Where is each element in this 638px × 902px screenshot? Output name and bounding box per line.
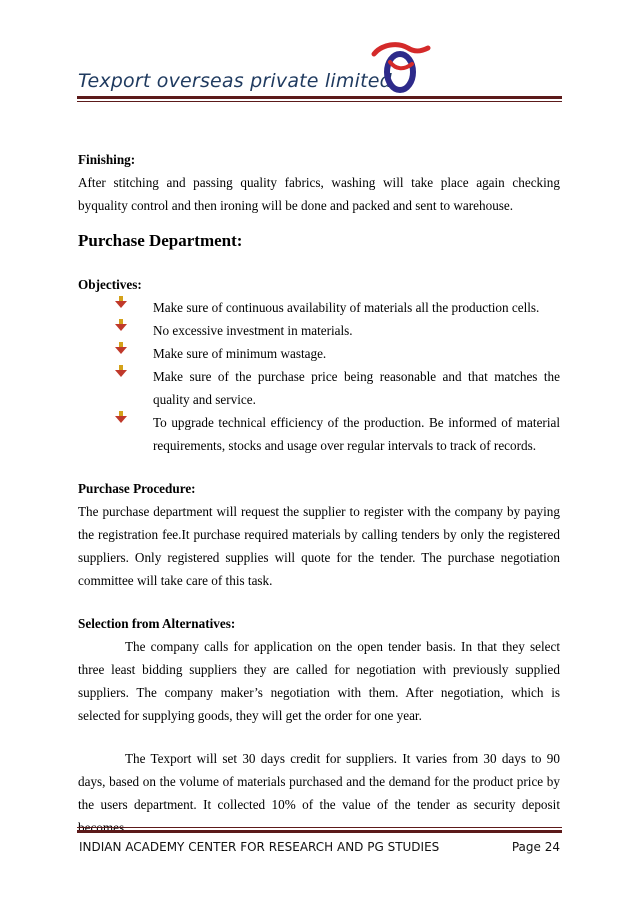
footer-rule — [77, 830, 562, 833]
down-arrow-icon — [114, 364, 128, 378]
selection-heading: Selection from Alternatives: — [78, 616, 236, 631]
list-item: To upgrade technical efficiency of the production. Be informed of material requirements, stocks and usage over regular intervals to track of records. — [78, 411, 560, 457]
header-rule-thin — [77, 101, 562, 102]
down-arrow-icon — [114, 341, 128, 355]
purchase-procedure-text: The purchase department will request the supplier to register with the company by paying the registration fee.It purchase required materials by calling tenders by only the registered suppliers. Only registered supplies will quote for the tender. The purchase negotiation committee will take care of this task. — [78, 504, 560, 588]
list-item: Make sure of the purchase price being reasonable and that matches the quality and service. — [78, 365, 560, 411]
footer-institution: INDIAN ACADEMY CENTER FOR RESEARCH AND PG STUDIES — [79, 840, 440, 854]
selection-paragraph-1: The company calls for application on the open tender basis. In that they select three least bidding suppliers they are called for negotiation with previously supplied suppliers. The company maker’s negotiation with them. After negotiation, which is selected for supplying goods, they will get the order for one year. — [78, 639, 560, 723]
purchase-department-heading: Purchase Department: — [78, 231, 243, 250]
purchase-procedure-heading: Purchase Procedure: — [78, 481, 196, 496]
objectives-heading: Objectives: — [78, 277, 142, 292]
company-name: Texport overseas private limited — [78, 70, 392, 92]
selection-paragraph-2: The Texport will set 30 days credit for suppliers. It varies from 30 days to 90 days, based on the volume of materials purchased and the demand for the product price by the users department. It collected 10% of the value of the tender as security deposit — [78, 751, 560, 812]
down-arrow-icon — [114, 410, 128, 424]
finishing-text: After stitching and passing quality fabrics, washing will take place again checking byquality control and then ironing will be done and packed and sent to warehouse. — [78, 175, 560, 213]
objectives-list — [78, 296, 560, 457]
page-content — [78, 148, 560, 839]
list-item: Make sure of continuous availability of materials all the production cells. — [78, 296, 560, 319]
header-rule — [77, 96, 562, 99]
down-arrow-icon — [114, 295, 128, 309]
down-arrow-icon — [114, 318, 128, 332]
list-item: Make sure of minimum wastage. — [78, 342, 560, 365]
finishing-heading: Finishing: — [78, 152, 136, 167]
company-logo-icon — [368, 40, 432, 98]
list-item: No excessive investment in materials. — [78, 319, 560, 342]
footer-rule-thin — [77, 827, 562, 828]
page-number: Page 24 — [511, 840, 560, 854]
